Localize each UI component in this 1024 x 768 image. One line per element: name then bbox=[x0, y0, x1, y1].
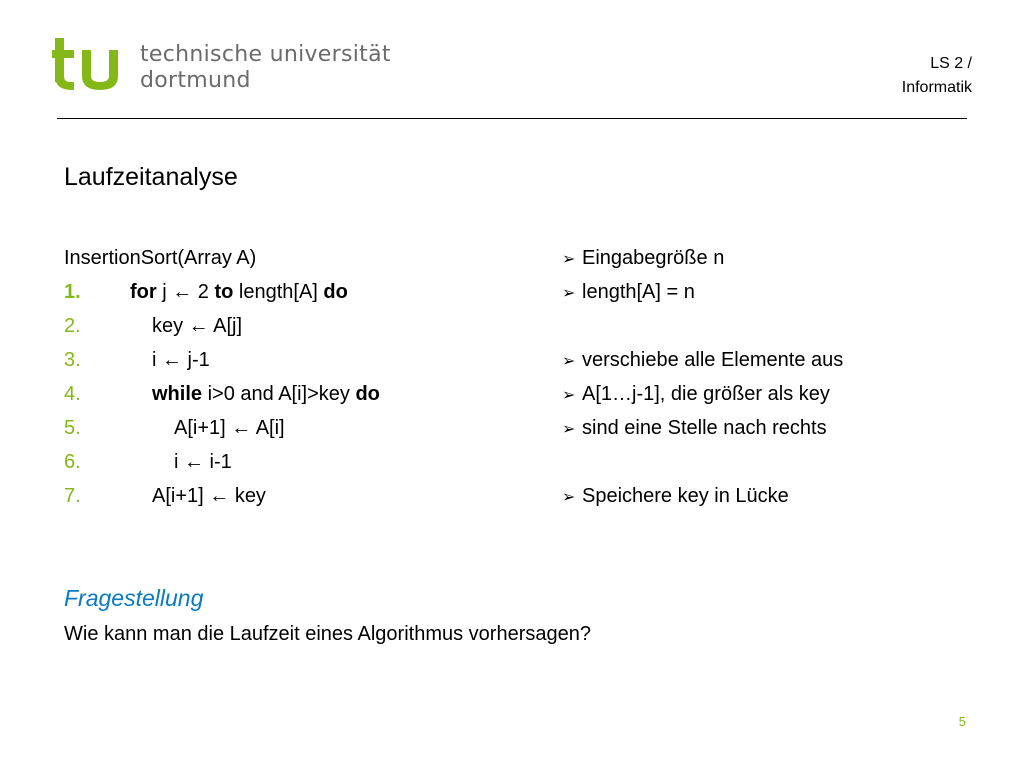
line-number: 3. bbox=[64, 349, 81, 371]
chair-label-line2: Informatik bbox=[901, 79, 972, 96]
university-name bbox=[140, 42, 391, 94]
chair-label-line1: LS 2 / bbox=[930, 55, 972, 72]
note-text: verschiebe alle Elemente aus bbox=[582, 349, 844, 371]
right-arrowhead-icon: ➢ bbox=[562, 421, 576, 438]
note-text: A[1…j-1], die größer als key bbox=[582, 383, 830, 405]
right-arrowhead-icon: ➢ bbox=[562, 387, 576, 404]
code-text: A[i+1] ← A[i] bbox=[174, 417, 285, 439]
code-text: i ← i-1 bbox=[174, 451, 232, 473]
line-number: 6. bbox=[64, 451, 81, 473]
code-fragment: j ← 2 bbox=[156, 281, 215, 303]
page-number: 5 bbox=[958, 714, 966, 729]
note-text: sind eine Stelle nach rechts bbox=[582, 417, 827, 439]
university-name-line2: dortmund bbox=[140, 68, 251, 93]
university-name-line1: technische universität bbox=[140, 42, 391, 67]
line-number: 4. bbox=[64, 383, 81, 405]
note-text: Speichere key in Lücke bbox=[582, 485, 789, 507]
chair-label bbox=[902, 52, 972, 100]
tu-dortmund-logo bbox=[52, 36, 397, 96]
question-text: Wie kann man die Laufzeit eines Algorithmus vorhersagen? bbox=[64, 623, 591, 645]
note-item bbox=[562, 379, 830, 409]
pseudocode-header: InsertionSort(Array A) bbox=[64, 247, 257, 269]
header-divider bbox=[57, 118, 967, 119]
line-number: 5. bbox=[64, 417, 81, 439]
line-number: 7. bbox=[64, 485, 81, 507]
note-item bbox=[562, 413, 827, 443]
line-number: 1. bbox=[64, 281, 81, 303]
note-item bbox=[562, 277, 695, 307]
note-item bbox=[562, 481, 789, 511]
keyword-do: do bbox=[355, 383, 380, 405]
code-fragment: i>0 and A[i]>key bbox=[202, 383, 356, 405]
right-arrowhead-icon: ➢ bbox=[562, 285, 576, 302]
right-arrowhead-icon: ➢ bbox=[562, 353, 576, 370]
keyword-while: while bbox=[152, 383, 203, 405]
note-item bbox=[562, 243, 724, 273]
right-arrowhead-icon: ➢ bbox=[562, 489, 576, 506]
tu-logo-icon bbox=[52, 36, 132, 96]
line-number: 2. bbox=[64, 315, 81, 337]
code-text: key ← A[j] bbox=[152, 315, 243, 337]
code-text: A[i+1] ← key bbox=[152, 485, 266, 507]
code-text: i ← j-1 bbox=[152, 349, 210, 371]
note-item bbox=[562, 345, 843, 375]
keyword-do: do bbox=[323, 281, 348, 303]
right-arrowhead-icon: ➢ bbox=[562, 251, 576, 268]
slide-title: Laufzeitanalyse bbox=[64, 163, 238, 191]
code-fragment: length[A] bbox=[233, 281, 324, 303]
note-text: Eingabegröße n bbox=[582, 247, 725, 269]
code-text bbox=[152, 379, 380, 409]
note-text: length[A] = n bbox=[582, 281, 695, 303]
code-text bbox=[130, 277, 348, 307]
keyword-for: for bbox=[130, 281, 157, 303]
question-heading: Fragestellung bbox=[64, 585, 204, 611]
keyword-to: to bbox=[214, 281, 234, 303]
